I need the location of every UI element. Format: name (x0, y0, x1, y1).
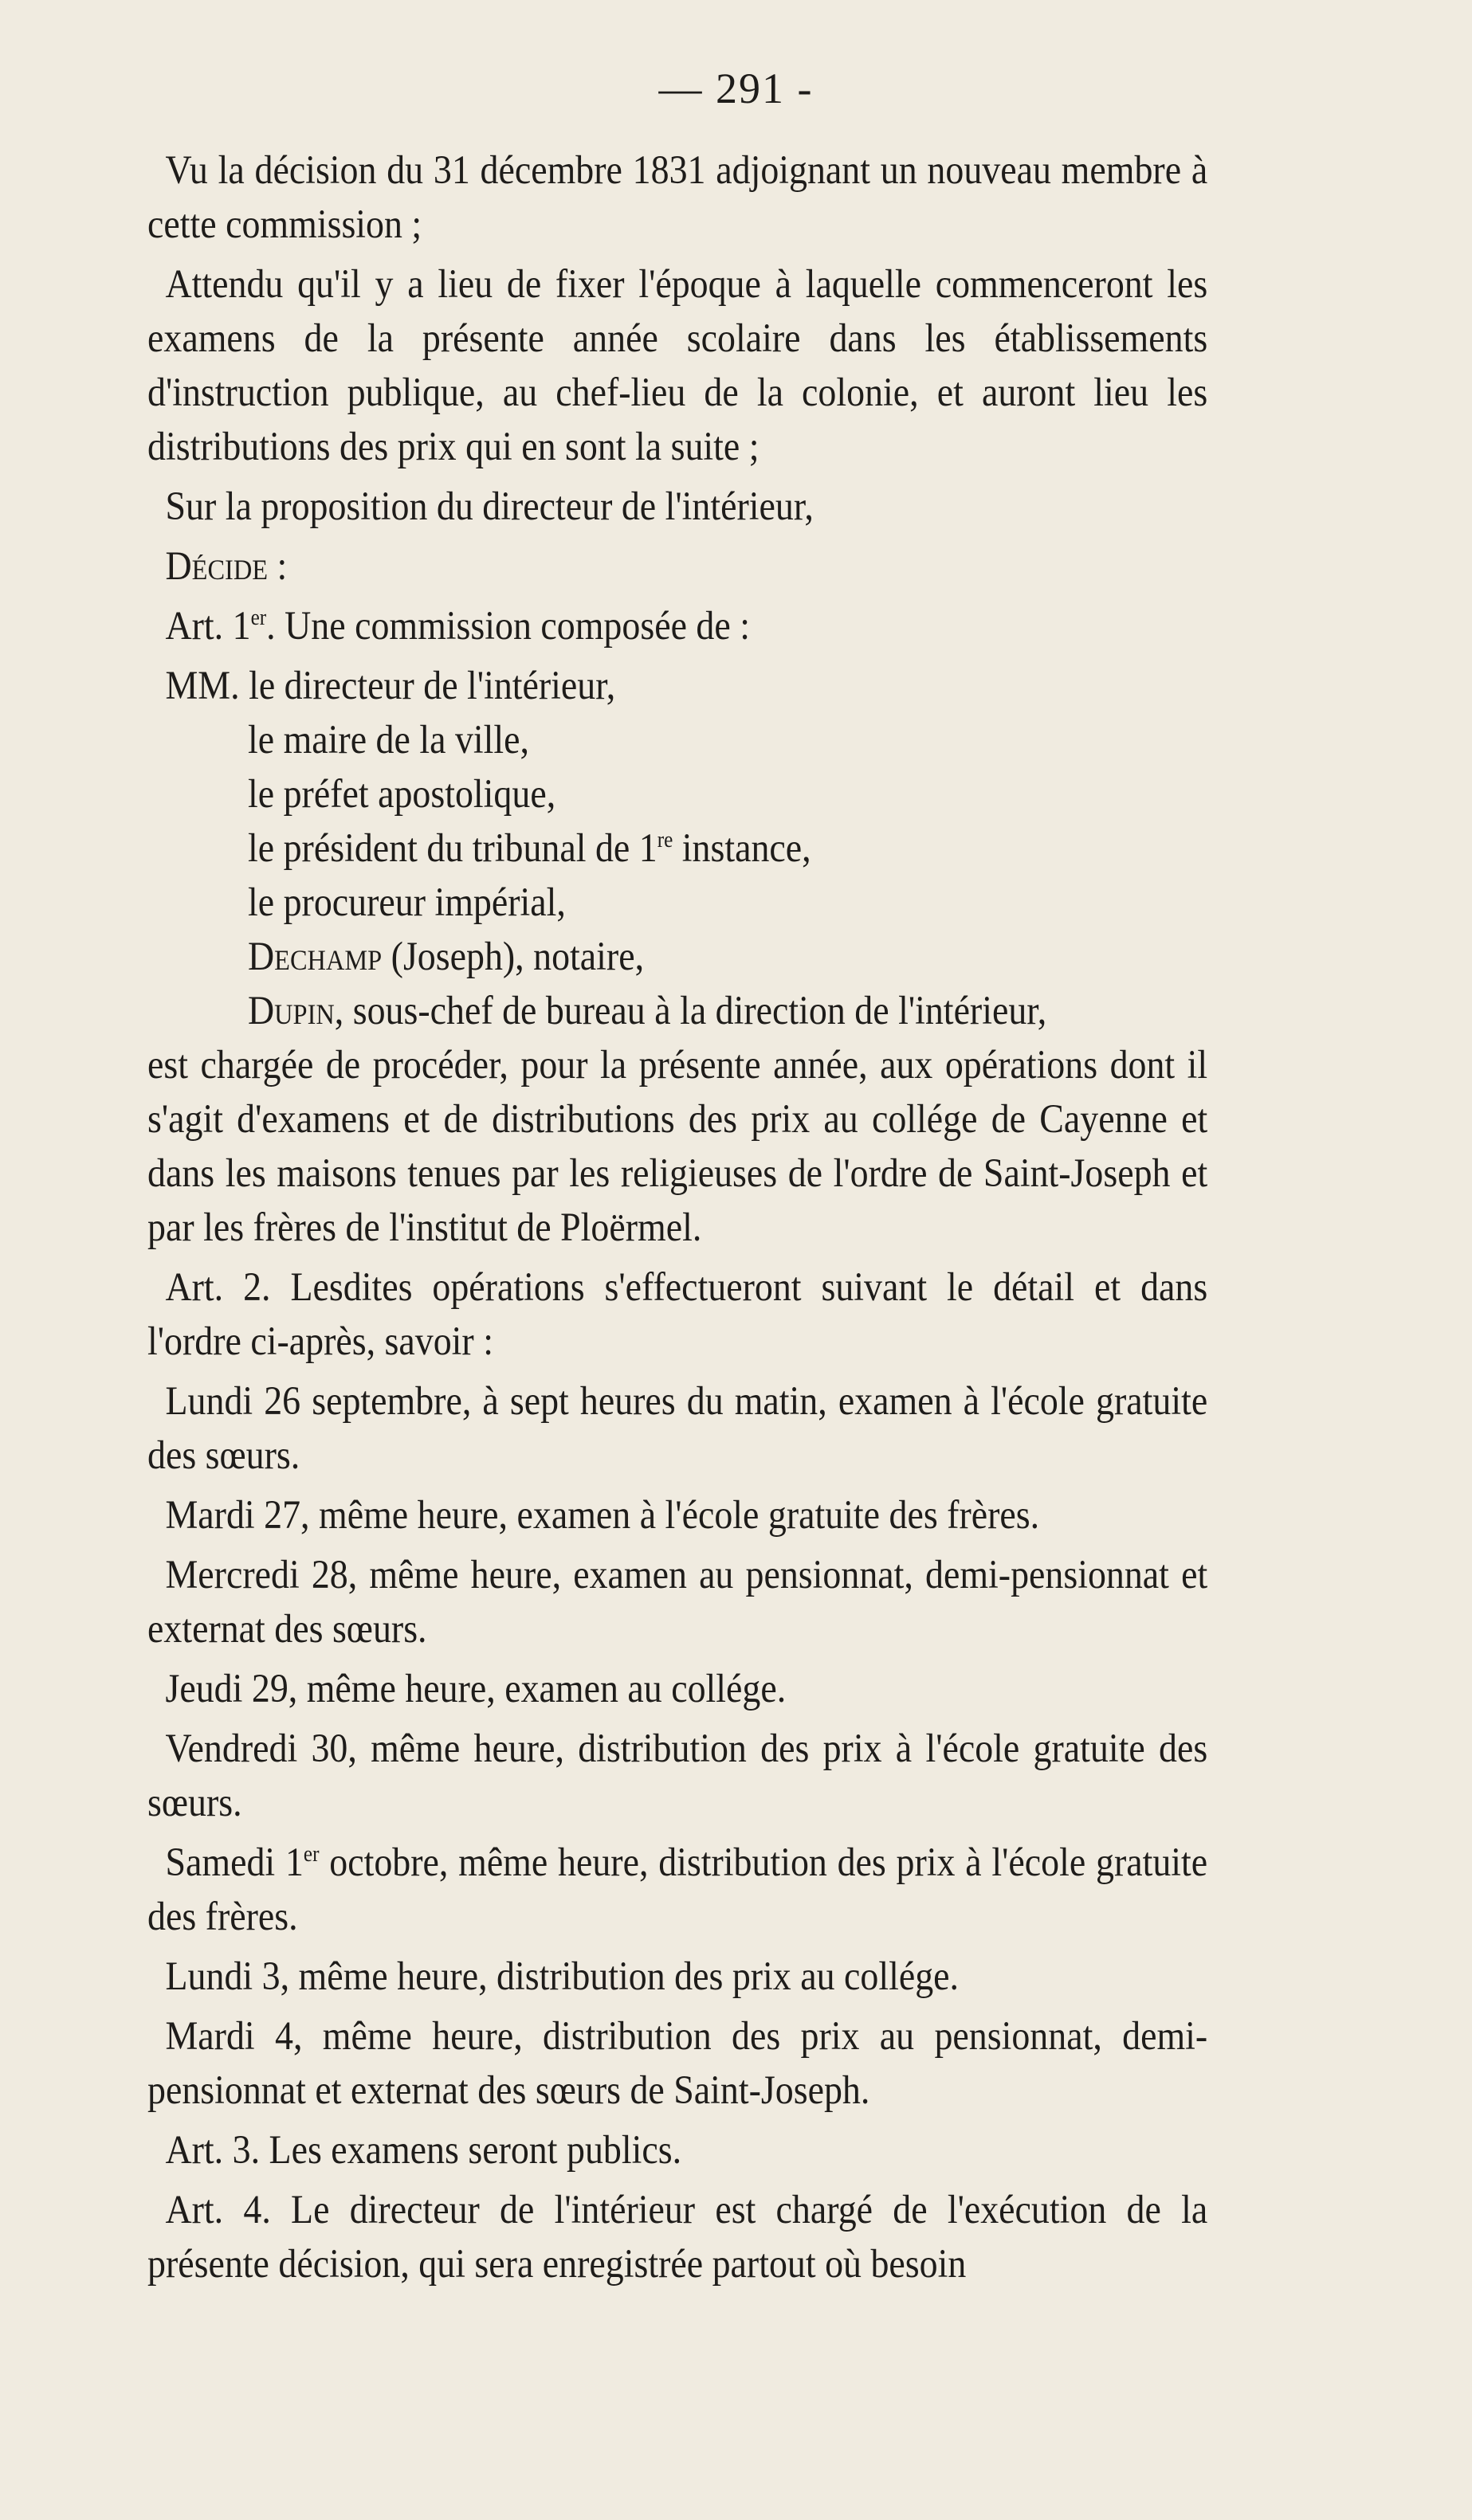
paragraph-charge: est chargée de procéder, pour la présente année, aux opérations dont il s'agit d'examens et de distributions des prix au collége de Cayenne et dans les maisons tenues par les religieuses de l'ordre de Saint-Joseph et par les frères de l'institut de Ploërmel. (147, 1043, 1208, 1250)
article-1-rest: . Une commission composée de : (266, 604, 750, 649)
schedule-prefix: Samedi 1 (165, 1840, 304, 1885)
member-item (147, 984, 1207, 1038)
member-item: le maire de la ville, (248, 718, 530, 762)
paragraph-vu: Vu la décision du 31 décembre 1831 adjoignant un nouveau membre à cette commission ; (147, 148, 1208, 247)
member-prefix: le président du tribunal de 1 (248, 826, 657, 871)
member-rest: , sous-chef de bureau à la direction de l'intérieur, (334, 989, 1047, 1033)
article-1-prefix: Art. 1 (165, 604, 251, 649)
member-name: Dupin (248, 989, 335, 1033)
decide-heading: Décide : (165, 544, 288, 589)
member-rest: (Joseph), notaire, (382, 935, 645, 979)
member-name: Dechamp (248, 935, 383, 979)
schedule-item: Vendredi 30, même heure, distribution des prix à l'école gratuite des sœurs. (147, 1726, 1208, 1825)
member-sup: re (657, 828, 673, 852)
member-rest: instance, (673, 826, 811, 871)
schedule-item: Mercredi 28, même heure, examen au pensionnat, demi-pensionnat et externat des sœurs. (147, 1553, 1208, 1652)
page-number: — 291 - (658, 65, 814, 112)
schedule-item: Lundi 26 septembre, à sept heures du matin, examen à l'école gratuite des sœurs. (147, 1379, 1208, 1478)
schedule-item: Mardi 4, même heure, distribution des prix au pensionnat, demi-pensionnat et externat des sœurs de Saint-Joseph. (147, 2014, 1208, 2113)
article-4: Art. 4. Le directeur de l'intérieur est chargé de l'exécution de la présente décision, qui sera enregistrée partout où besoin (147, 2188, 1208, 2287)
schedule-item (147, 1836, 1207, 1944)
article-2: Art. 2. Lesdites opérations s'effectueront suivant le détail et dans l'ordre ci-après, savoir : (147, 1265, 1208, 1364)
member-item: le procureur impérial, (248, 880, 566, 925)
paragraph-attendu: Attendu qu'il y a lieu de fixer l'époque à laquelle commenceront les examens de la présente année scolaire dans les établissements d'instruction publique, au chef-lieu de la colonie, et auront lieu les distributions des prix qui en sont la suite ; (147, 262, 1208, 469)
article-3: Art. 3. Les examens seront publics. (165, 2128, 682, 2173)
schedule-item: Jeudi 29, même heure, examen au collége. (165, 1667, 787, 1711)
schedule-item: Mardi 27, même heure, examen à l'école gratuite des frères. (165, 1493, 1040, 1538)
member-item (147, 930, 1207, 984)
body-text (147, 143, 1207, 2297)
paragraph-proposition: Sur la proposition du directeur de l'intérieur, (165, 484, 814, 529)
member-list (147, 659, 1207, 1038)
schedule-rest: octobre, même heure, distribution des prix à l'école gratuite des frères. (147, 1840, 1208, 1939)
schedule-sup: er (303, 1842, 320, 1867)
article-1-sup: er (250, 606, 267, 630)
member-item: le préfet apostolique, (248, 772, 556, 817)
schedule-item: Lundi 3, même heure, distribution des prix au collége. (165, 1954, 960, 1999)
member-item (147, 821, 1207, 876)
member-lead: MM. le directeur de l'intérieur, (165, 664, 616, 708)
article-1 (147, 599, 1207, 653)
